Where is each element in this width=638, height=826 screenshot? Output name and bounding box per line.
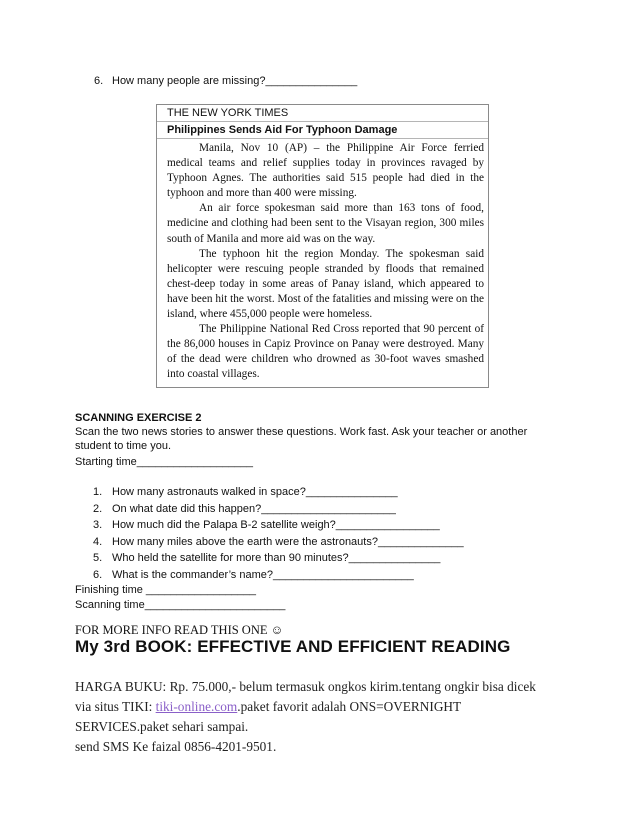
news-body: [157, 139, 488, 387]
news-article-box: [156, 104, 489, 388]
news-paragraph: An air force spokesman said more than 163 tons of food, medicine and clothing had been sent to the Visayan region, 300 miles south of Manila and more aid was on the way.: [167, 202, 484, 245]
question-text: On what date did this happen?______________________: [112, 502, 396, 515]
starting-time-field: Starting time___________________: [75, 456, 253, 468]
question-list: [93, 485, 464, 584]
via-suffix: .paket favorit adalah ONS=OVERNIGHT: [237, 699, 462, 714]
more-info-line: FOR MORE INFO READ THIS ONE ☺: [75, 623, 284, 637]
question-number: 1.: [93, 486, 103, 498]
section-title: SCANNING EXERCISE 2: [75, 412, 202, 424]
question-number: 6.: [94, 75, 104, 87]
via-prefix: via situs TIKI:: [75, 699, 156, 714]
news-paragraph: Manila, Nov 10 (AP) – the Philippine Air Force ferried medical teams and relief supplies today in provinces ravaged by Typhoon Agnes. The authorities said 515 people had died in the typhoon and more than 400 were missing.: [167, 142, 484, 200]
question-text: What is the commander’s name?_______________________: [112, 568, 414, 581]
list-item: [93, 551, 464, 568]
question-number: 4.: [93, 535, 103, 548]
price-info: [75, 677, 575, 757]
services-line: SERVICES.paket sehari sampai.: [75, 719, 249, 734]
news-source: THE NEW YORK TIMES: [157, 105, 488, 122]
news-paragraph: The typhoon hit the region Monday. The spokesman said helicopter were rescuing people stranded by floods that remained chest-deep today in some areas of Panay island, which appeared to have been hit the worst. Most of the fatalities and missing were on the island, where 455,000 people were homeless.: [167, 247, 484, 321]
question-number: 6.: [93, 568, 103, 581]
book-title: My 3rd BOOK: EFFECTIVE AND EFFICIENT READING: [75, 637, 511, 656]
question-number: 5.: [93, 552, 103, 564]
news-paragraph: The Philippine National Red Cross reported that 90 percent of the 86,000 houses in Capiz Province on Panay were destroyed. Many of the dead were children who drowned as 30-foot waves smashed into coastal villages.: [167, 323, 484, 381]
question-text: How much did the Palapa B-2 satellite weigh?_________________: [112, 519, 440, 531]
finishing-time-field: Finishing time __________________: [75, 584, 257, 596]
list-item: [93, 485, 464, 502]
question-text: How many miles above the earth were the astronauts?______________: [112, 535, 464, 548]
list-item: [93, 568, 464, 585]
price-line: HARGA BUKU: Rp. 75.000,- belum termasuk ongkos kirim.tentang ongkir bisa dicek: [75, 679, 536, 694]
sms-line: send SMS Ke faizal 0856-4201-9501.: [75, 739, 277, 754]
question-text: Who held the satellite for more than 90 minutes?_______________: [112, 552, 441, 564]
list-item: [93, 535, 464, 552]
question-text: How many astronauts walked in space?_______________: [112, 486, 398, 498]
tiki-link[interactable]: tiki-online.com: [155, 699, 238, 714]
question-text: How many people are missing?_______________: [112, 75, 358, 87]
question-number: 3.: [93, 519, 103, 531]
via-line: [75, 697, 575, 717]
instructions: Scan the two news stories to answer these questions. Work fast. Ask your teacher or another student to time you.: [75, 426, 528, 452]
question-6-missing: [94, 74, 357, 88]
news-headline: Philippines Sends Aid For Typhoon Damage: [157, 122, 488, 139]
question-number: 2.: [93, 502, 103, 515]
list-item: [93, 518, 464, 535]
scanning-time-field: Scanning time_______________________: [75, 599, 286, 611]
list-item: [93, 502, 464, 519]
